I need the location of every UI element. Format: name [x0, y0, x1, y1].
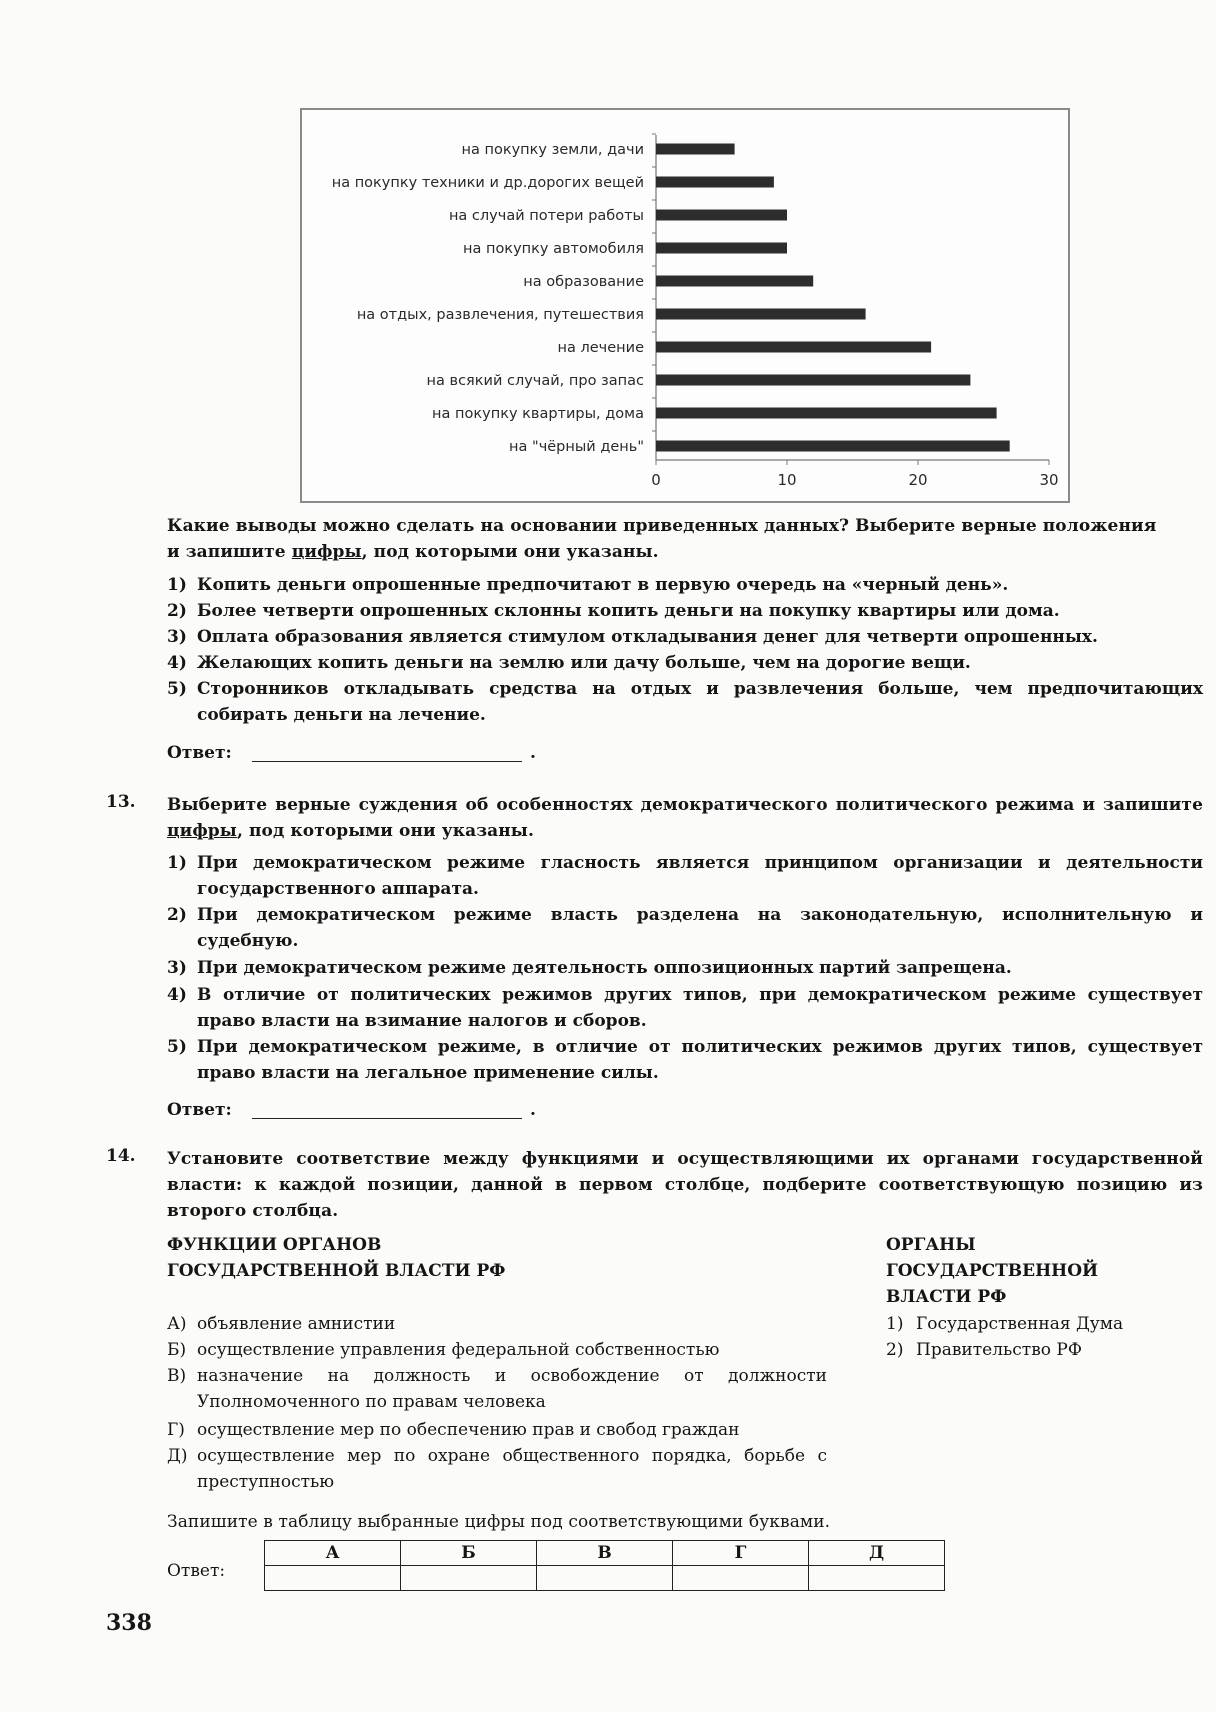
q14-function-d: [167, 1443, 827, 1495]
function-text: назначение на должность и освобождение от должности Уполномоченного по правам человека: [197, 1366, 827, 1412]
right-heading-line3: ВЛАСТИ РФ: [886, 1287, 1007, 1307]
answer-header-a: А: [265, 1541, 401, 1566]
q14-function-g: [167, 1417, 827, 1443]
x-tick-label: 30: [1039, 471, 1059, 489]
bar-5: [656, 276, 813, 287]
bar-9: [656, 408, 997, 419]
option-number: 2): [167, 905, 187, 925]
option-number: 3): [167, 958, 187, 978]
q14-function-v: [167, 1363, 827, 1415]
option-text: При демократическом режиме власть разделена на законодательную, исполнительную и судебную.: [197, 905, 1203, 951]
q14-answer-label: Ответ:: [167, 1561, 226, 1581]
q14-intro: Установите соответствие между функциями и осуществляющими их органами государственной власти: к каждой позиции, данной в первом столбце, подберите соответствующую позицию из второго столбца.: [167, 1149, 1203, 1221]
category-label: на покупку техники и др.дорогих вещей: [331, 175, 644, 191]
q12-option-5: [167, 676, 1203, 728]
option-text: В отличие от политических режимов других типов, при демократическом режиме существует право власти на взимание налогов и сборов.: [197, 985, 1203, 1031]
category-label: на "чёрный день": [509, 439, 644, 455]
q12-intro-text-end: , под которыми они указаны.: [361, 542, 659, 562]
page-number: 338: [106, 1610, 152, 1636]
bar-chart-svg: [302, 110, 1068, 501]
option-text: Более четверти опрошенных склонны копить деньги на покупку квартиры или дома.: [197, 601, 1060, 621]
q14-instruction: Запишите в таблицу выбранные цифры под соответствующими буквами.: [167, 1512, 831, 1532]
bar-4: [656, 243, 787, 254]
q14-organ-1: [886, 1311, 1206, 1337]
answer-cell-a[interactable]: [265, 1566, 401, 1591]
option-number: 3): [167, 627, 187, 647]
category-label: на покупку земли, дачи: [461, 142, 644, 158]
q13-option-2: [167, 902, 1203, 954]
q12-option-1: [167, 572, 1203, 598]
answer-table-header-row: [265, 1541, 945, 1566]
q14-answer-table: [264, 1540, 945, 1591]
category-label: на отдых, развлечения, путешествия: [356, 307, 644, 323]
answer-header-v: В: [537, 1541, 673, 1566]
option-number: 1): [167, 575, 187, 595]
q12-intro-line1: Какие выводы можно сделать на основании приведенных данных? Выберите верные положения: [167, 516, 1157, 536]
answer-header-d: Д: [809, 1541, 945, 1566]
x-tick-label: 20: [908, 471, 928, 489]
function-letter: Б): [167, 1340, 187, 1360]
q13-option-3: [167, 955, 1203, 981]
q12-intro-underlined: цифры: [291, 542, 362, 562]
x-tick-label: 10: [777, 471, 797, 489]
option-text: Сторонников откладывать средства на отдых и развлечения больше, чем предпочитающих собирать деньги на лечение.: [197, 679, 1203, 725]
category-label: на образование: [523, 274, 644, 290]
option-number: 4): [167, 653, 187, 673]
answer-cell-g[interactable]: [673, 1566, 809, 1591]
bar-2: [656, 177, 774, 188]
answer-cell-b[interactable]: [401, 1566, 537, 1591]
option-text: При демократическом режиме деятельность оппозиционных партий запрещена.: [197, 958, 1012, 978]
answer-cell-d[interactable]: [809, 1566, 945, 1591]
q12-answer-field[interactable]: [252, 761, 522, 762]
organ-text: Государственная Дума: [916, 1314, 1124, 1334]
bar-8: [656, 375, 970, 386]
bar-3: [656, 210, 787, 221]
option-text: При демократическом режиме, в отличие от политических режимов других типов, существует право власти на легальное применение силы.: [197, 1037, 1203, 1083]
q13-intro-text-end: , под которыми они указаны.: [236, 821, 534, 841]
x-tick-label: 0: [651, 471, 661, 489]
left-heading-line1: ФУНКЦИИ ОРГАНОВ: [167, 1235, 382, 1255]
function-letter: В): [167, 1366, 187, 1386]
q12-intro-line2: [167, 539, 1203, 565]
answer-header-g: Г: [673, 1541, 809, 1566]
category-label: на всякий случай, про запас: [426, 373, 644, 389]
q13-intro: [167, 792, 1203, 844]
q12-intro-text: и запишите: [167, 542, 292, 562]
q14-organ-2: [886, 1337, 1206, 1363]
option-text: Копить деньги опрошенные предпочитают в первую очередь на «черный день».: [197, 575, 1009, 595]
answer-header-b: Б: [401, 1541, 537, 1566]
q14-number: 14.: [106, 1146, 136, 1166]
q13-option-5: [167, 1034, 1203, 1086]
organ-text: Правительство РФ: [916, 1340, 1082, 1360]
q13-option-1: [167, 850, 1203, 902]
category-label: на покупку квартиры, дома: [432, 406, 644, 422]
q12-option-2: [167, 598, 1203, 624]
option-number: 1): [167, 853, 187, 873]
category-label: на покупку автомобиля: [462, 241, 644, 257]
bar-chart: [300, 108, 1070, 503]
function-text: осуществление управления федеральной собственностью: [197, 1340, 720, 1360]
bar-10: [656, 441, 1010, 452]
q14-right-heading: [886, 1232, 1186, 1310]
q13-answer-period: .: [530, 1100, 536, 1120]
q14-function-b: [167, 1337, 827, 1363]
bar-1: [656, 144, 735, 155]
function-letter: А): [167, 1314, 187, 1334]
q12-answer-period: .: [530, 743, 536, 763]
function-text: осуществление мер по охране общественного порядка, борьбе с преступностью: [197, 1446, 827, 1492]
left-heading-line2: ГОСУДАРСТВЕННОЙ ВЛАСТИ РФ: [167, 1261, 506, 1281]
option-text: Оплата образования является стимулом откладывания денег для четверти опрошенных.: [197, 627, 1098, 647]
option-number: 5): [167, 1037, 187, 1057]
q13-intro-underlined: цифры: [167, 821, 237, 841]
organ-number: 1): [886, 1314, 904, 1334]
option-number: 4): [167, 985, 187, 1005]
bar-6: [656, 309, 866, 320]
function-letter: Д): [167, 1446, 188, 1466]
q12-intro: [167, 513, 1203, 565]
option-number: 5): [167, 679, 187, 699]
q12-answer-label: Ответ:: [167, 743, 232, 763]
q14-left-heading: [167, 1232, 727, 1284]
function-text: осуществление мер по обеспечению прав и свобод граждан: [197, 1420, 740, 1440]
category-label: на случай потери работы: [448, 208, 644, 224]
answer-cell-v[interactable]: [537, 1566, 673, 1591]
option-text: При демократическом режиме гласность является принципом организации и деятельности государственного аппарата.: [197, 853, 1203, 899]
answer-table-input-row: [265, 1566, 945, 1591]
right-heading-line1: ОРГАНЫ: [886, 1235, 976, 1255]
q12-option-4: [167, 650, 1203, 676]
category-label: на лечение: [557, 340, 644, 356]
option-number: 2): [167, 601, 187, 621]
q13-answer-field[interactable]: [252, 1118, 522, 1119]
function-text: объявление амнистии: [197, 1314, 396, 1334]
bar-7: [656, 342, 931, 353]
q13-number: 13.: [106, 792, 136, 812]
right-heading-line2: ГОСУДАРСТВЕННОЙ: [886, 1261, 1099, 1281]
option-text: Желающих копить деньги на землю или дачу больше, чем на дорогие вещи.: [197, 653, 971, 673]
q13-option-4: [167, 982, 1203, 1034]
q13-intro-text: Выберите верные суждения об особенностях демократического политического режима и запишите: [167, 795, 1203, 815]
function-letter: Г): [167, 1420, 185, 1440]
q12-option-3: [167, 624, 1203, 650]
q13-answer-label: Ответ:: [167, 1100, 232, 1120]
q14-function-a: [167, 1311, 827, 1337]
organ-number: 2): [886, 1340, 904, 1360]
